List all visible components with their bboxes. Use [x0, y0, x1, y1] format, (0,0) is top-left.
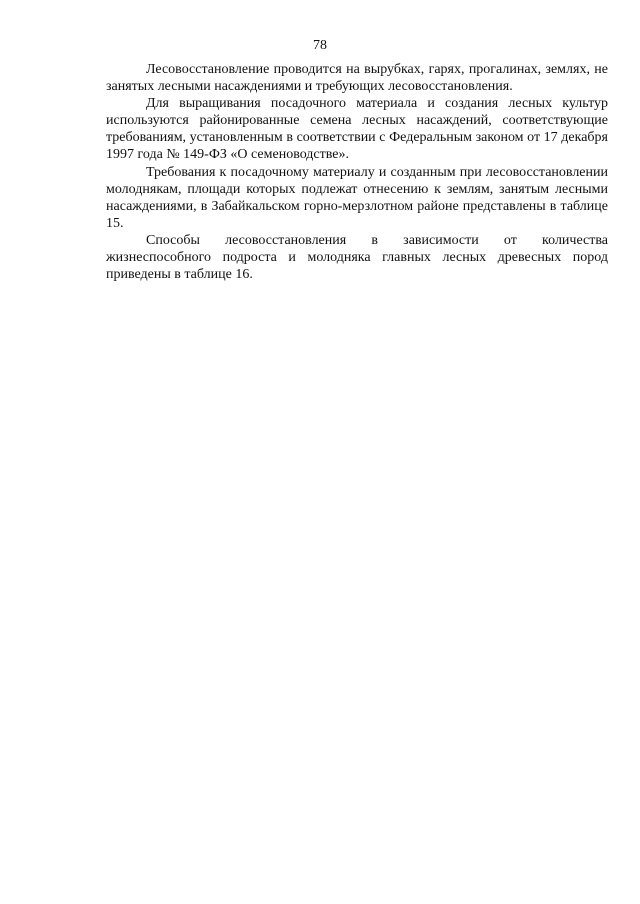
paragraph-reforestation-methods: Способы лесовосстановления в зависимости от количества жизнеспособного подроста и молодняка главных лесных древесных пород приведены в таблице 16.	[106, 232, 608, 283]
paragraph-reforestation-sites: Лесовосстановление проводится на вырубках, гарях, прогалинах, землях, не занятых лесными насаждениями и требующих лесовосстановления.	[106, 62, 608, 95]
paragraph-planting-material-requirements: Требования к посадочному материалу и созданным при лесовосстановлении молоднякам, площади которых подлежат отнесению к землям, занятым лесными насаждениями, в Забайкальском горно-мерзлотном районе представлены в таблице 15.	[106, 164, 608, 231]
paragraph-seed-requirements: Для выращивания посадочного материала и создания лесных культур используются районированные семена лесных насаждений, соответствующие требованиям, установленным в соответствии с Федеральным законом от 17 декабря 1997 года № 149-ФЗ «О семеноводстве».	[106, 96, 608, 163]
body-text	[106, 61, 608, 283]
page-number: 78	[313, 38, 327, 53]
